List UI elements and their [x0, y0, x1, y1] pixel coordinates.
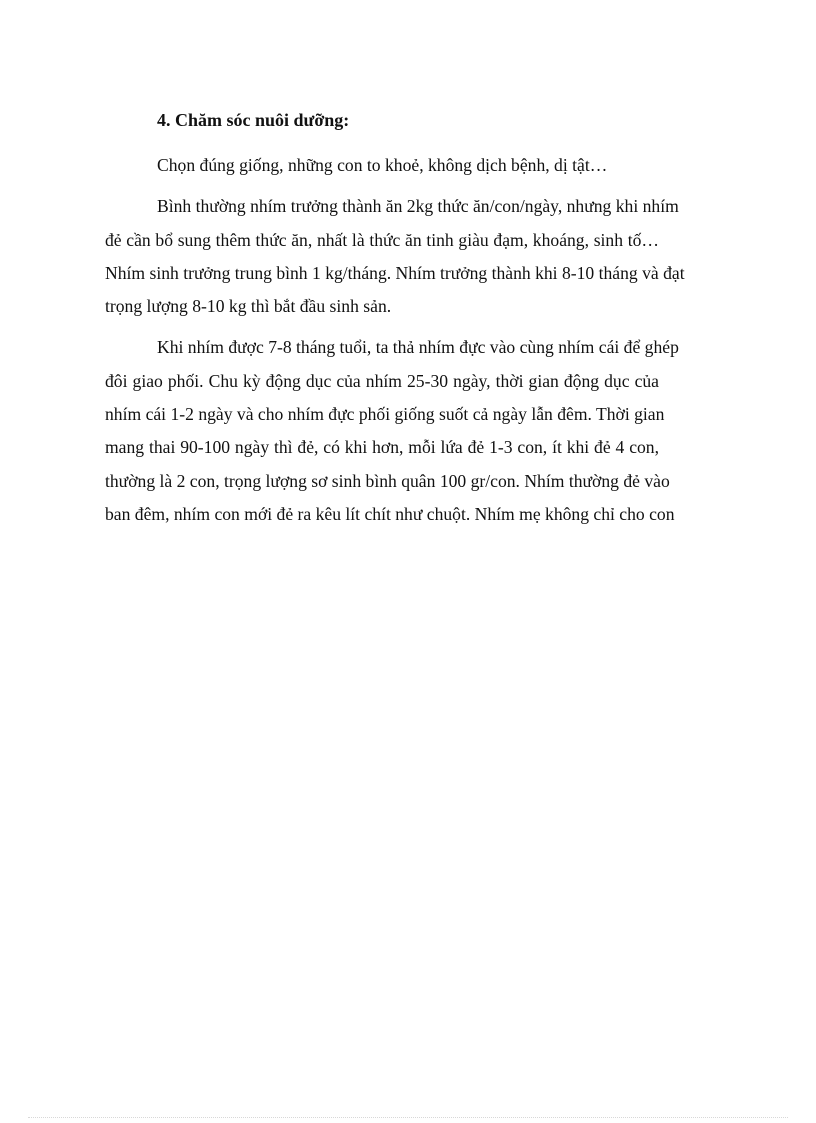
page-bottom-divider	[28, 1117, 788, 1118]
paragraph-line: Chọn đúng giống, những con to khoẻ, không dịch bệnh, dị tật…	[157, 155, 608, 175]
document-body	[105, 104, 685, 539]
paragraph-line: Bình thường nhím trưởng thành ăn 2kg thức ăn/con/ngày, nhưng khi nhím	[157, 196, 679, 217]
paragraph-line: trọng lượng 8-10 kg thì bắt đầu sinh sản.	[105, 296, 392, 317]
paragraph-3	[105, 331, 679, 531]
paragraph-line: thường là 2 con, trọng lượng sơ sinh bình quân 100 gr/con. Nhím thường đẻ vào	[105, 470, 670, 491]
paragraph-line: Nhím sinh trưởng trung bình 1 kg/tháng. Nhím trưởng thành khi 8-10 tháng và đạt	[105, 262, 685, 283]
paragraph-line: ban đêm, nhím con mới đẻ ra kêu lít chít như chuột. Nhím mẹ không chỉ cho con	[105, 503, 675, 524]
paragraph-2	[105, 190, 685, 323]
paragraph-line: đẻ cần bổ sung thêm thức ăn, nhất là thức ăn tinh giàu đạm, khoáng, sinh tố…	[105, 229, 659, 250]
paragraph-line: đôi giao phối. Chu kỳ động dục của nhím 25-30 ngày, thời gian động dục của	[105, 370, 659, 391]
paragraph-line: mang thai 90-100 ngày thì đẻ, có khi hơn, mỗi lứa đẻ 1-3 con, ít khi đẻ 4 con,	[105, 437, 659, 458]
section-heading: 4. Chăm sóc nuôi dưỡng:	[157, 110, 350, 130]
paragraph-1	[157, 149, 659, 182]
paragraph-line: nhím cái 1-2 ngày và cho nhím đực phối giống suốt cả ngày lẫn đêm. Thời gian	[105, 404, 665, 425]
paragraph-line: Khi nhím được 7-8 tháng tuổi, ta thả nhím đực vào cùng nhím cái để ghép	[157, 337, 679, 358]
